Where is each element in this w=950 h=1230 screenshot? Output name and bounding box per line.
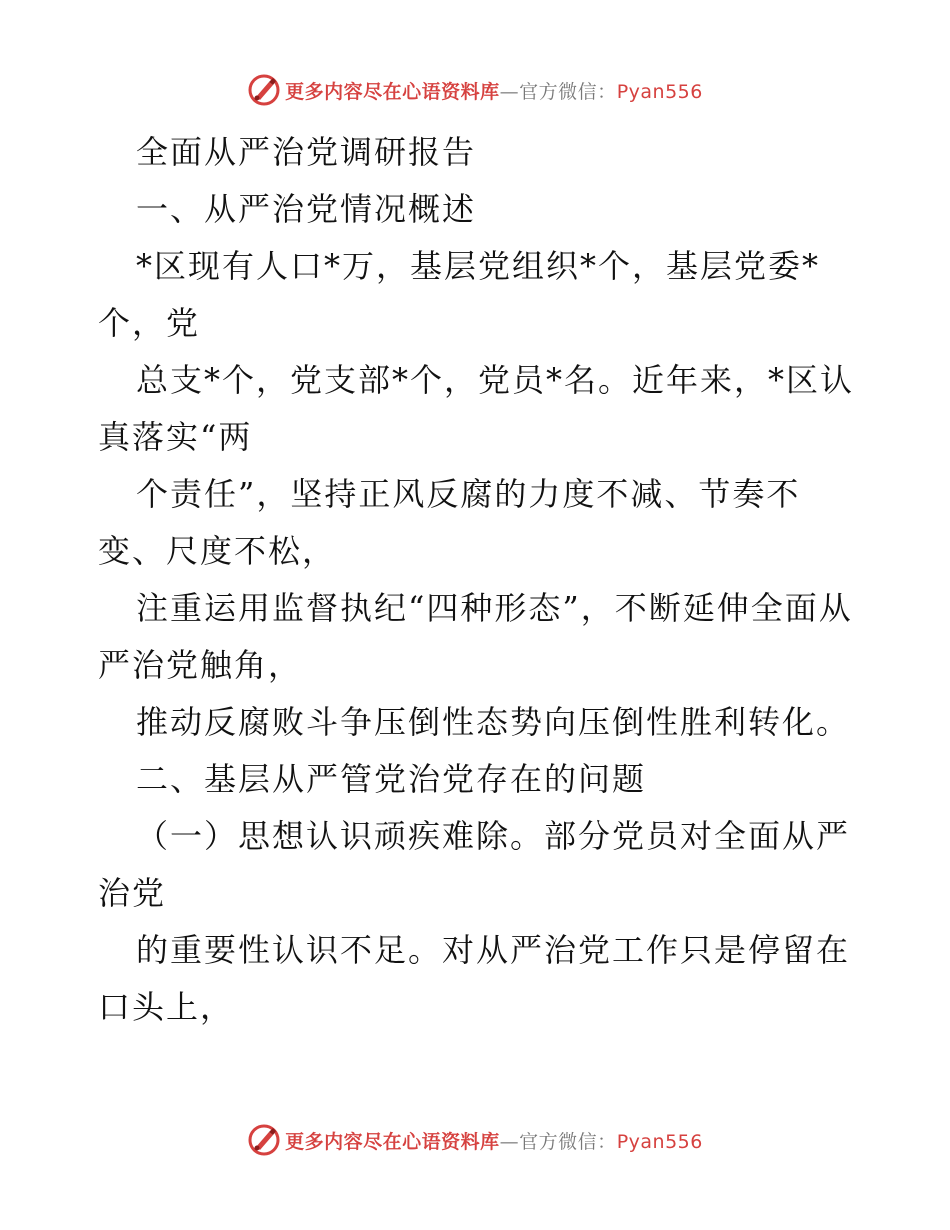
document-body — [98, 124, 858, 1036]
watermark-wechat-id: Pyan556 — [616, 80, 703, 103]
header-watermark — [0, 70, 950, 110]
watermark-site-name: 更多内容尽在心语资料库 — [285, 80, 500, 103]
body-paragraph: 的重要性认识不足。对从严治党工作只是停留在口头上， — [98, 931, 851, 1026]
body-paragraph: （一）思想认识顽疾难除。部分党员对全面从严治党 — [98, 817, 851, 912]
footer-watermark — [0, 1120, 950, 1160]
body-paragraph: 个责任”，坚持正风反腐的力度不减、节奏不变、尺度不松， — [98, 475, 801, 570]
watermark-wechat-id: Pyan556 — [616, 1130, 703, 1153]
watermark-text — [285, 1127, 703, 1154]
watermark-dash: — — [499, 1130, 520, 1153]
section-heading: 二、基层从严管党治党存在的问题 — [136, 760, 647, 798]
watermark-wechat-label: 官方微信： — [519, 80, 617, 103]
body-paragraph: 注重运用监督执纪“四种形态”，不断延伸全面从严治党触角， — [98, 589, 853, 684]
body-paragraph: 推动反腐败斗争压倒性态势向压倒性胜利转化。 — [136, 703, 851, 741]
ink-brush-logo-icon — [247, 73, 281, 107]
watermark-wechat-label: 官方微信： — [519, 1130, 617, 1153]
watermark-dash: — — [499, 80, 520, 103]
section-heading: 一、从严治党情况概述 — [136, 190, 477, 228]
body-paragraph: *区现有人口*万，基层党组织*个，基层党委*个，党 — [98, 247, 821, 342]
watermark-text — [285, 77, 703, 104]
ink-brush-logo-icon — [247, 1123, 281, 1157]
watermark-site-name: 更多内容尽在心语资料库 — [285, 1130, 500, 1153]
body-paragraph: 总支*个，党支部*个，党员*名。近年来，*区认真落实“两 — [98, 361, 855, 456]
document-title: 全面从严治党调研报告 — [136, 133, 477, 171]
